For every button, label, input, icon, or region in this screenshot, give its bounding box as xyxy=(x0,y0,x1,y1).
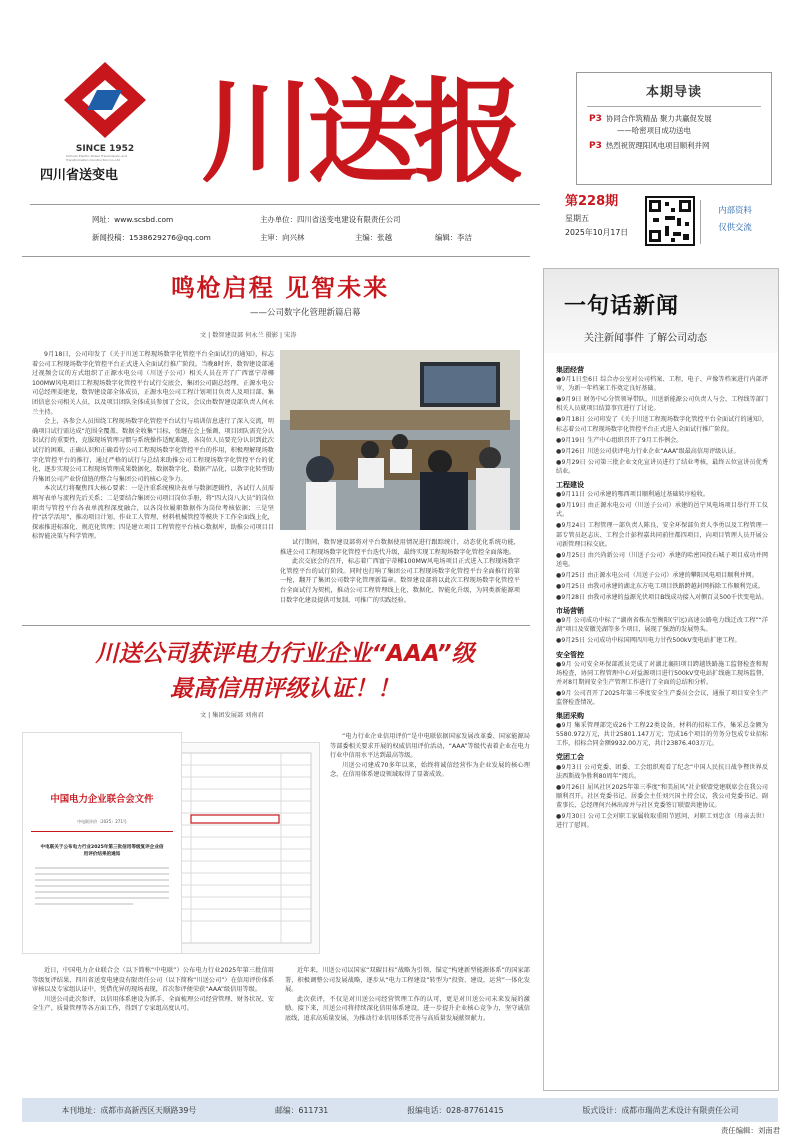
paragraph: 川送公司建成70多年以来，始终将诚信经营作为企业发展的核心理念，在信用体系建设领域取得了显著成效。 xyxy=(330,761,530,779)
paragraph: 9月18日，公司印发了《关于川送工程现场数字化管控平台全面试行的通知》，标志着公司工程现场数字化管控平台正式进入全面试行推广阶段。当晚8时许，数智建设部通过视频会议的方式组织了正源水电公司（川送子公司）相关人员在开了广西富宁蒂椰100MW风电项目工程现场数字化管控平台试行交底会，集团公司副总经理、正源水电公司总经理姜建龙，数智建设部全体成员，正源水电公司工程计划项目负责人及项目部、集团信息公司相关人员，以及项目团队全体成员参加了会议，会议由数智建设部负责人何永兰主持。 xyxy=(32,351,274,416)
news-item: ●9月26日 屈风社区2025年第三季度“和美屈风”社企联盟党建联席会在我公司顺利召开。社区党委书记、居委会主任刘兴国主持会议，我公司党委书记、副董事长、总经理何兴林出席并与社区党委签订联盟共建协议。 xyxy=(556,783,768,809)
footer-printer: 版式设计：成都市瑞尚艺术设计有限责任公司 xyxy=(582,1105,739,1115)
news-item: ●9月9日 财务中心分管领导带队，川送新能源公司负责人与会、工程线等部门相关人员就项目结算事宜进行了讨论。 xyxy=(556,396,768,413)
article2-title-line1: 川送公司获评电力行业企业“AAA”级 xyxy=(95,641,475,667)
paragraph: 会上，各参会人员围绕工程现场数字化管控平台试行与培训信息进行了深入交流，明确项目试行需达成“范围全覆盖、数据全收集”目标，张继在会上强调，项目团队需充分认识试行的重要性，克服现场管理习惯与系统操作适配难题，各岗位人员要充分认识到此次试行的困难，正确认识和正确看待公司工程现场数字化管控平台的作用，积极理解现场数字化管控平台的推行，通过严格的试行与总结来助推公司工程现场数字化管控平台的优化，逐步实现公司工程现场管理成果数据化、数据数字化、数据产品化，以数字化转型助升集团公司产业价值链的整合与集团公司的核心竞争力。 xyxy=(32,418,274,483)
paragraph: 本次试行将聚焦四大核心要素：一是注重系统模块表单与数据逻辑性，各试行人员需填写表单与流程先后关系；二是要结合集团公司项目岗位手册，将“四大岗八大员”的岗位职责与管控平台各表单流程深度融合，以各岗位履职数据作为岗位考核依据；三是坚持“活学活用”，推动项目计划、作业工人管理、材料机械管控等模块下工作全面线上化，探索推进标准化、规范化管理；四是建立项目工程管控平台核心数据库，助推公司项目目标智能决策与科学管理。 xyxy=(32,485,274,541)
guide-title: 本期导读 xyxy=(645,85,702,100)
responsible-editor: 责任编辑：刘南君 xyxy=(720,1126,780,1135)
news-item: ●9月28日 由我司承建的益源光伏项目B线成功接入对侧百灵500千伏变电站。 xyxy=(556,594,768,602)
guide-page: P3 xyxy=(589,141,602,151)
paragraph: “电力行业企业信用评价”是中电联依据国家发展改革委、国家能源局等部委相关要求开展的权威信用评价活动，“AAA”等级代表着企业在电力行业中信用水平达到最高等级。 xyxy=(330,733,530,760)
chief-editor: 主编：张越 xyxy=(355,233,392,242)
qr-code[interactable] xyxy=(645,196,695,246)
sidebar-subtitle: 关注新闻事件 了解公司动态 xyxy=(584,333,708,344)
company-name: 四川省送变电 xyxy=(40,168,119,183)
article2-text-col3 xyxy=(285,966,530,1024)
article2-title-line2: 最高信用评级认证！！ xyxy=(170,676,400,702)
sidebar-title: 一句话新闻 xyxy=(564,294,680,319)
news-item: ●9月 集采管理部完成26个工程22类设备、材料的招标工作，集采总金额为5580.972万元，共计25801.147万元；完成16个项目的劳务分包成专业招标工作，招标合同金额9932.00万元，共计23876.403万元。 xyxy=(556,722,768,748)
logo-emblem-icon xyxy=(50,60,160,140)
section-heading: 工程建设 xyxy=(556,481,584,490)
article1-byline: 文 | 数智建设部 何永兰 摄影 | 宋涛 xyxy=(200,332,297,339)
article1-subtitle: ——公司数字化管理新篇启幕 xyxy=(250,308,361,318)
news-item: ●9月30日 公司工会对职工家属收取重阳节慰问，对职工刘忠彦（母亲去世）进行了慰问。 xyxy=(556,813,768,830)
news-item: ●9月19日 由正源水电公司（川送子公司）承建的邑宁风电场项目举行开工仪式。 xyxy=(556,502,768,519)
info-divider xyxy=(30,204,540,205)
since-label: SINCE 1952 xyxy=(75,144,135,154)
chief-reviewer: 主审：向兴林 xyxy=(260,233,305,242)
news-item: ●9月 公司召开了2025年第三季度安全生产委员会会议，通报了项目安全生产监督检查情况。 xyxy=(556,689,768,706)
section-heading: 市场营销 xyxy=(556,607,584,616)
guide-item-line: 协同合作筑精品 聚力共赢促发展 xyxy=(605,114,712,123)
paragraph: 此次交底会的召开，标志着广西富宁蒂椰100MW风电场项目正式进入工程现场数字化管控平台的试行阶段。同时也打响了集团公司工程现场数字化管控平台全面推行的第一枪，翻开了集团公司数字化管理新篇章。数智建设部将以此次工程现场数字化管控平台全面试行为契机，推动公司工程管理线上化、数据化、智能化升级，为同类新能源项目数字化建设提供可复制、可推广的实践经验。 xyxy=(280,558,520,604)
guide-item[interactable] xyxy=(577,113,771,125)
paragraph: 近年来，川送公司以国家“双碳目标”战略为引领，锚定“构建新型能源体系”的国家部署，积极调整公司发展战略，逐步从“电力工程建设”转型为“投资、建设、运营”一体化发展。 xyxy=(285,967,530,994)
doc-title: 中国电力企业联合会文件 xyxy=(50,794,154,805)
news-item: ●9月1日至6日 综合办公室对公司档案、工程、电子、声像等档案进行内部评审，为新一年档案工作奠定良好基础。 xyxy=(556,376,768,393)
guide-item-line: 热烈祝贺理阳风电项目顺利并网 xyxy=(605,141,710,150)
issue-guide xyxy=(576,72,772,185)
doc-red-rule xyxy=(31,831,173,832)
news-item: ●9月11日 公司承建的鄂西项目顺利通过基础转序检收。 xyxy=(556,491,709,499)
doc-heading: 中电联关于公布电力行业2025年第三批信用等级复评企业信用评价结果的通知 xyxy=(40,845,164,857)
paragraph: 近日，中国电力企业联合会（以下简称“中电联”）公布电力行业2025年第三批信用等级复评结果，四川省送变电建设有限责任公司（以下简称“川送公司”）在信用评价体系审核以及专家组认证中，凭借优异的现场表现，首次参评便荣获“AAA”级信用等级。 xyxy=(32,967,274,994)
internal-line: 内部资料 xyxy=(718,205,752,215)
news-item: ●9月3日 公司党委、团委、工会组织观看了纪念“中国人民抗日战争暨世界反法西斯战争胜利80周年”阅兵。 xyxy=(556,763,768,780)
article1-title: 鸣枪启程 见智未来 xyxy=(170,274,390,302)
section-heading: 党团工会 xyxy=(556,753,584,762)
footer-phone: 报编电话：028-87761415 xyxy=(407,1105,504,1115)
guide-page: P3 xyxy=(589,114,602,124)
website: 网址：www.scsbd.com xyxy=(92,215,174,224)
editor: 编辑：李洁 xyxy=(435,233,472,242)
section-divider xyxy=(22,625,530,626)
section-heading: 集团采购 xyxy=(556,712,584,721)
issue-info xyxy=(565,190,635,238)
federation-document xyxy=(22,732,182,954)
sponsor: 主办单位：四川省送变电建设有限责任公司 xyxy=(260,215,401,224)
paragraph: 此次获评，不仅是对川送公司经营管理工作的认可，更是对川送公司未来发展的激励。接下来，川送公司将持续深化信用体系建设，进一步提升企业核心竞争力，坚守诚信底线，追求高质量发展，为推动行业信用体系完善与高质量发展献智献力。 xyxy=(285,995,530,1022)
section-divider xyxy=(22,256,530,257)
issue-date: 2025年10月17日 xyxy=(565,228,629,237)
credit-table-image xyxy=(160,742,320,954)
article2-byline: 文 | 集团发展部 刘南君 xyxy=(200,712,264,719)
news-item: ●9月29日 公司第三批企业文化宣讲员进行了结业考核，最终五位宣讲员优秀结业。 xyxy=(556,458,768,475)
article2-text-col2 xyxy=(330,732,530,780)
paragraph: 试行期间，数智建设部将对平台数据使用情况进行跟踪统计，动态优化系统功能，推进公司工程现场数字化管控平台迭代升级，最终实现工程现场数字化管控全面落地。 xyxy=(280,539,520,556)
sidebar-body xyxy=(556,361,768,832)
submission-email: 新闻投稿：1538629276@qq.com xyxy=(92,233,211,242)
divider xyxy=(700,200,701,244)
news-item: ●9月25日 由正源水电公司（川送子公司）承建的攀阳风电项目顺利并网。 xyxy=(556,571,758,579)
news-item: ●9月18日 公司印发了《关于川送工程现场数字化管控平台全面试行的通知》，标志着公司工程现场数字化管控平台正式进入全面试行推广阶段。 xyxy=(556,416,768,433)
news-item: ●9月24日 工程管理一部负责人陈良、安全环保部负责人李勇以及工程管理一部专管员赵志庆、工程会计彭程嘉共同前往都四项目，向项目管理人员开展公司新管理目标交底。 xyxy=(556,522,768,548)
meeting-photo xyxy=(280,350,520,530)
news-item: ●9月25日 由兴尚新公司（川送子公司）承建的哈密国投石城子项目成功并网送电。 xyxy=(556,551,768,568)
news-item: ●9月26日 川送公司获评电力行业企业“AAA”级最高信用评级认证。 xyxy=(556,447,740,455)
issue-weekday: 星期五 xyxy=(565,214,589,223)
doc-body-lines xyxy=(23,862,181,922)
guide-divider xyxy=(587,106,761,107)
news-item: ●9月 公司安全环保部派员完成了对湖北襄阳项目跨越铁路施工监督检查和现场检查，协同工程管理中心对益源项目进行500kV变电站扩线施工现场监督，并对8月期间安全生产管理工作进行了全面的总结和分析。 xyxy=(556,660,768,686)
internal-line: 仅供交流 xyxy=(718,222,752,232)
issue-number: 第228期 xyxy=(565,194,619,209)
news-item: ●9月25日 公司成功中标国网四川电力甘孜500kV变电站扩建工程。 xyxy=(556,637,741,645)
news-item: ●9月25日 由我司承建的湖北东方电工项目铁路跨越封网拆除工作顺利完成。 xyxy=(556,582,764,590)
doc-number: 中电联评价〔2025〕271号 xyxy=(77,819,127,824)
news-item: ●9月19日 生产中心组织召开了9月工作例会。 xyxy=(556,436,683,444)
masthead-title: 川送报 xyxy=(201,66,519,198)
article1-text-col2 xyxy=(280,538,520,605)
info-strip xyxy=(30,210,540,248)
article1-text-col1 xyxy=(32,350,274,542)
news-item: ●9月 公司成功中标了“湖南省株东至衡阳(宁远)高速公路电力线迁改工程”“洋湖”项目及安徽芜湖等多个项目，展现了强劲的发展势头。 xyxy=(556,617,768,634)
logo-org-en: Sichuan Electric Power Transmission and Transformation Construction Co.,Ltd xyxy=(66,154,127,162)
footer-bar xyxy=(22,1098,778,1122)
paragraph: 川送公司此次参评，以信用体系建设为抓手，全面梳理公司经营管理、财务状况、安全生产、质量管理等各方面工作，得到了专家组高度认可。 xyxy=(32,995,274,1013)
section-heading: 集团经营 xyxy=(556,366,584,374)
internal-notice xyxy=(705,202,765,236)
section-heading: 安全管控 xyxy=(556,650,584,659)
footer-postcode: 邮编：611731 xyxy=(275,1105,329,1115)
sidebar-header xyxy=(544,269,778,353)
guide-item-sub: ——哈密项目成功送电 xyxy=(617,126,691,135)
company-logo xyxy=(40,60,160,183)
guide-item[interactable] xyxy=(577,140,771,152)
article2-text-col1 xyxy=(32,966,274,1014)
footer-address: 本刊地址：成都市高新西区天顺路39号 xyxy=(61,1105,197,1115)
news-brief-sidebar xyxy=(543,268,779,1091)
